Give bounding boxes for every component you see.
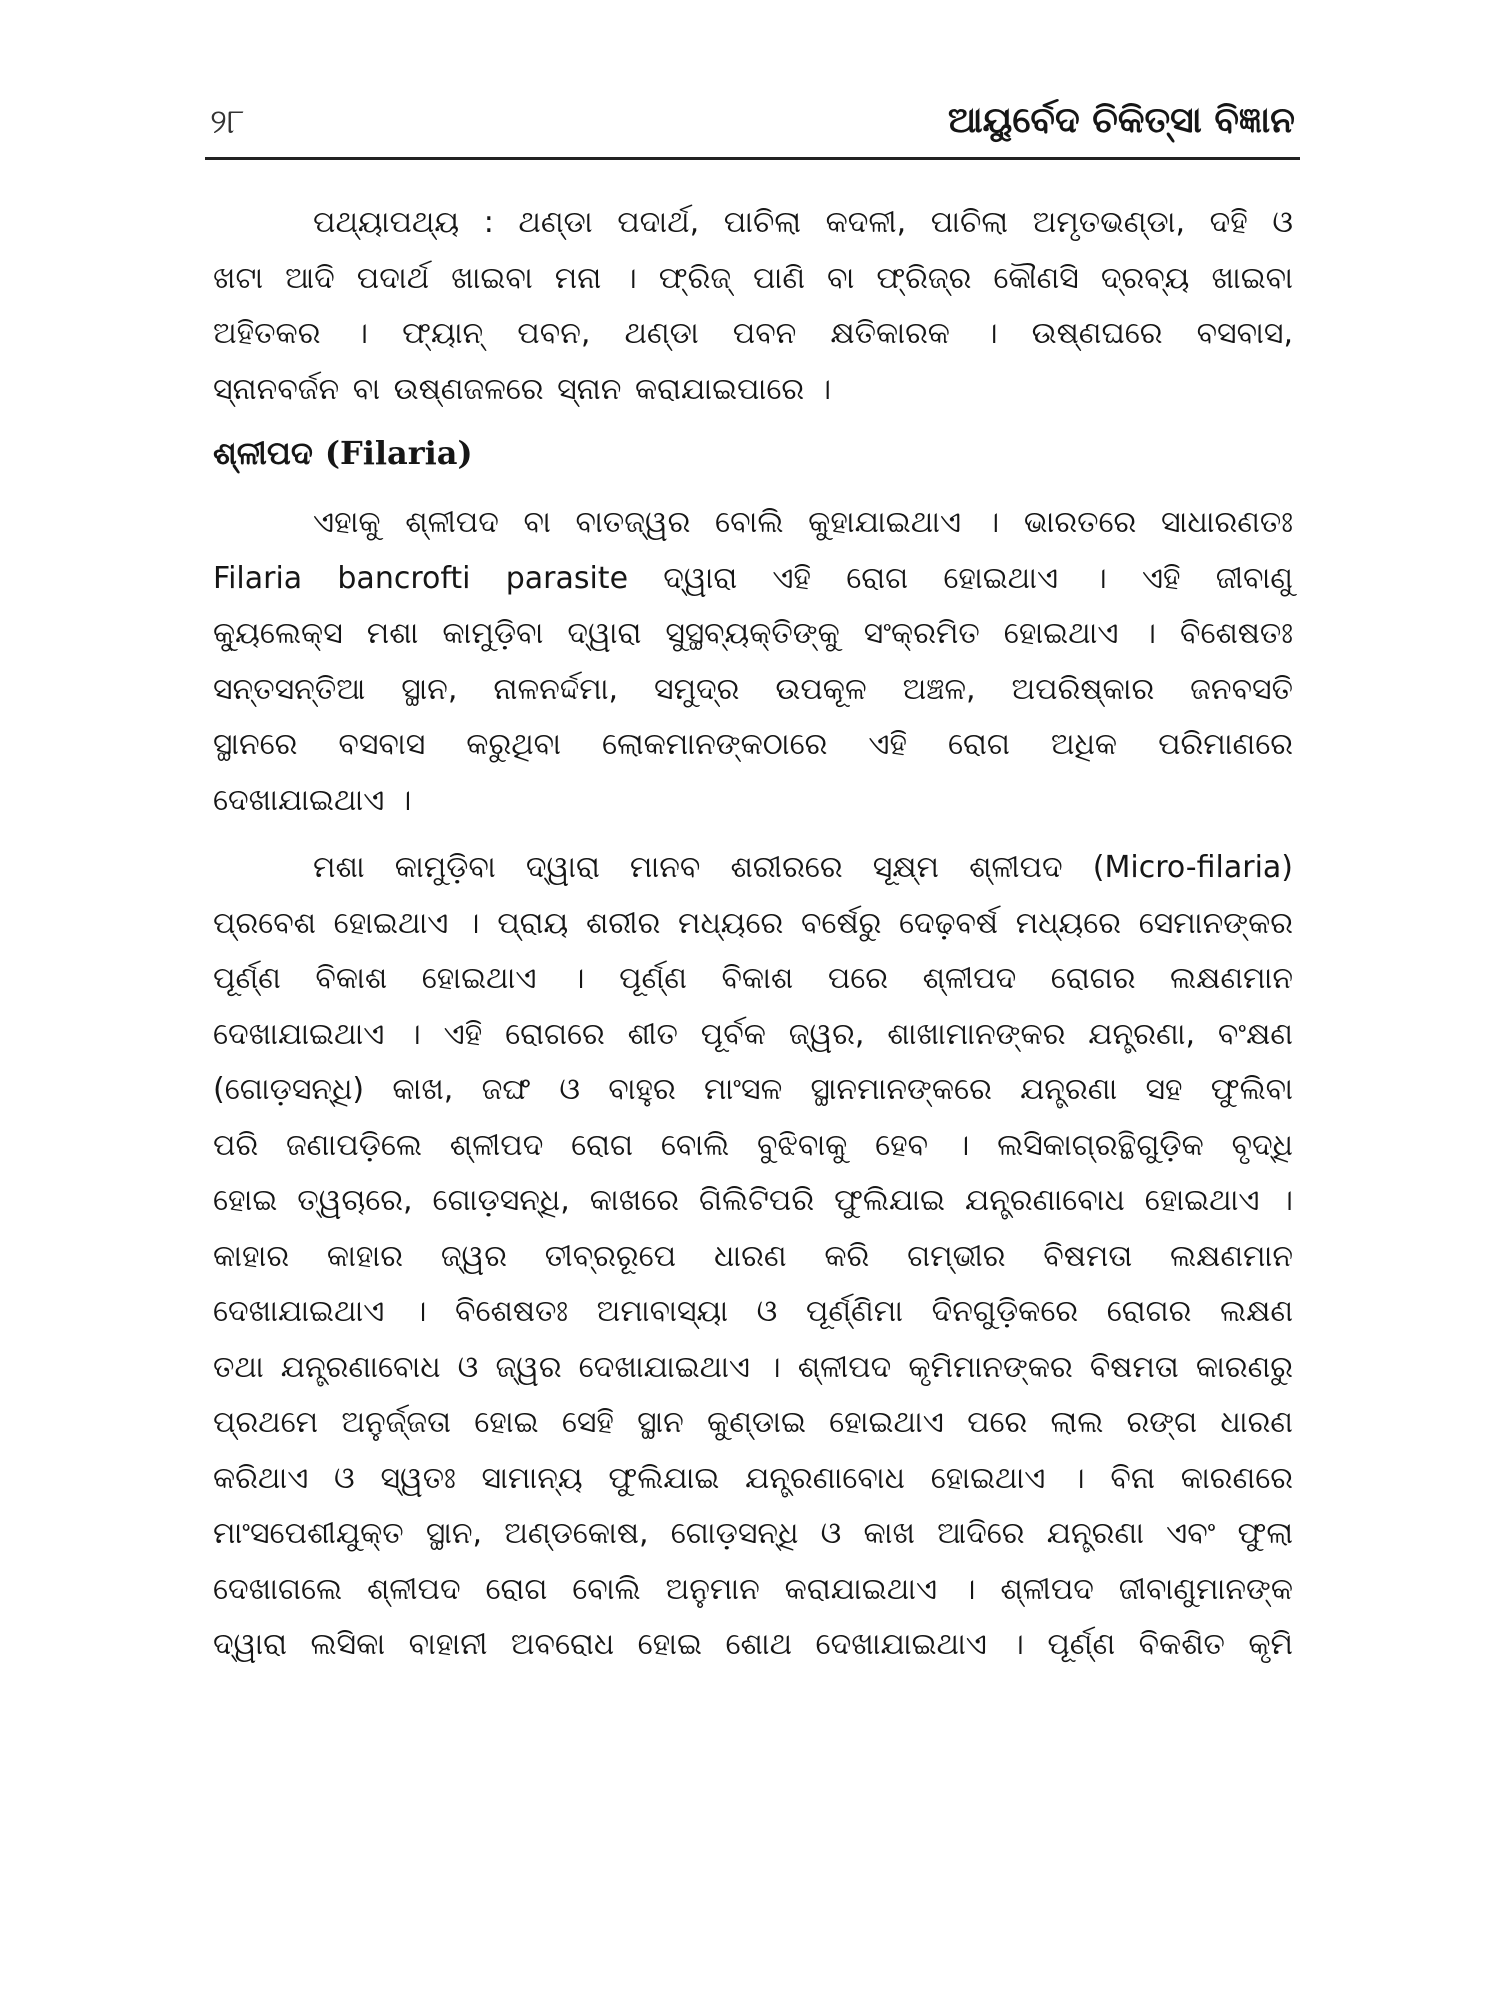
symptoms-paragraph: [213, 840, 1293, 1673]
text-line: ପ୍ରବେଶ ହୋଇଥାଏ । ପ୍ରାୟ ଶରୀର ମଧ୍ୟରେ ବର୍ଷେରୁ ଦେଢ଼ବର୍ଷ ମଧ୍ୟରେ ସେମାନଙ୍କର: [213, 905, 1293, 941]
text-line: ଦ୍ୱାରା ଲସିକା ବାହାନୀ ଅବରୋଧ ହୋଇ ଶୋଥ ଦେଖାଯାଇଥାଏ । ପୂର୍ଣ୍ଣ ବିକଶିତ କୃମି: [213, 1627, 1293, 1662]
text-line: ଅହିତକର । ଫ୍ୟାନ୍ ପବନ, ଥଣ୍ଡା ପବନ କ୍ଷତିକାରକ । ଉଷ୍ଣଘରେ ବସବାସ,: [213, 316, 1293, 351]
intro-paragraph: [213, 495, 1293, 828]
text-line: ମାଂସପେଶୀଯୁକ୍ତ ସ୍ଥାନ, ଅଣ୍ଡକୋଷ, ଗୋଡ଼ସନ୍ଧି ଓ କାଖ ଆଦିରେ ଯନ୍ତ୍ରଣା ଏବଂ ଫୁଲା: [213, 1516, 1293, 1551]
text-line: ହୋଇ ତ୍ୱଚାରେ, ଗୋଡ଼ସନ୍ଧି, କାଖରେ ଗିଲିଟିପରି ଫୁଲିଯାଇ ଯନ୍ତ୍ରଣାବୋଧ ହୋଇଥାଏ ।: [213, 1183, 1293, 1218]
text-line: ଦେଖାଯାଇଥାଏ । ବିଶେଷତଃ ଅମାବାସ୍ୟା ଓ ପୂର୍ଣ୍ଣିମା ଦିନଗୁଡ଼ିକରେ ରୋଗର ଲକ୍ଷଣ: [213, 1294, 1293, 1329]
text-line: ସ୍ଥାନରେ ବସବାସ କରୁଥିବା ଲୋକମାନଙ୍କଠାରେ ଏହି ରୋଗ ଅଧିକ ପରିମାଣରେ: [213, 727, 1293, 762]
text-line: ଖଟା ଆଦି ପଦାର୍ଥ ଖାଇବା ମନା । ଫ୍ରିଜ୍ ପାଣି ବା ଫ୍ରିଜ୍‌ର କୌଣସି ଦ୍ରବ୍ୟ ଖାଇବା: [213, 260, 1293, 296]
text-line: ତଥା ଯନ୍ତ୍ରଣାବୋଧ ଓ ଜ୍ୱର ଦେଖାଯାଇଥାଏ । ଶ୍ଳୀପଦ କୃମିମାନଙ୍କର ବିଷମତା କାରଣରୁ: [213, 1349, 1293, 1385]
text-line: ପ୍ରଥମେ ଅନୁର୍ଜ୍ଜତା ହୋଇ ସେହି ସ୍ଥାନ କୁଣ୍ଡାଇ ହୋଇଥାଏ ପରେ ଲାଲ ରଙ୍ଗ ଧାରଣ: [213, 1405, 1293, 1440]
section-heading: [213, 429, 1293, 477]
text-line: Filaria bancrofti parasite ଦ୍ୱାରା ଏହି ରୋଗ ହୋଇଥାଏ । ଏହି ଜୀବାଣୁ: [213, 560, 1293, 596]
text-line: ସ୍ନାନବର୍ଜନ ବା ଉଷ୍ଣଜଳରେ ସ୍ନାନ କରାଯାଇପାରେ ।: [213, 371, 832, 407]
section-heading-odia: ଶ୍ଳୀପଦ: [213, 434, 313, 472]
text-line: ମଶା କାମୁଡ଼ିବା ଦ୍ୱାରା ମାନବ ଶରୀରରେ ସୂକ୍ଷ୍ମ ଶ୍ଳୀପଦ (Micro-filaria): [313, 850, 1293, 885]
header-rule: [205, 157, 1300, 160]
text-line: କରିଥାଏ ଓ ସ୍ୱତଃ ସାମାନ୍ୟ ଫୁଲିଯାଇ ଯନ୍ତ୍ରଣାବୋଧ ହୋଇଥାଏ । ବିନା କାରଣରେ: [213, 1460, 1293, 1496]
section-heading-latin: (Filaria): [324, 434, 473, 472]
text-line: (ଗୋଡ଼ସନ୍ଧି) କାଖ, ଜଙ୍ଘ ଓ ବାହୁର ମାଂସଳ ସ୍ଥାନମାନଙ୍କରେ ଯନ୍ତ୍ରଣା ସହ ଫୁଲିବା: [213, 1072, 1293, 1107]
text-line: ପୂର୍ଣ୍ଣ ବିକାଶ ହୋଇଥାଏ । ପୂର୍ଣ୍ଣ ବିକାଶ ପରେ ଶ୍ଳୀପଦ ରୋଗର ଲକ୍ଷଣମାନ: [213, 961, 1293, 996]
text-line: ପଥ୍ୟାପଥ୍ୟ : ଥଣ୍ଡା ପଦାର୍ଥ, ପାଚିଲା କଦଳୀ, ପାଚିଲା ଅମୃତଭଣ୍ଡା, ଦହି ଓ: [313, 205, 1293, 240]
text-line: ଦେଖାଗଲେ ଶ୍ଳୀପଦ ରୋଗ ବୋଲି ଅନୁମାନ କରାଯାଇଥାଏ । ଶ୍ଳୀପଦ ଜୀବାଣୁମାନଙ୍କ: [213, 1571, 1293, 1607]
body-text: [213, 195, 1293, 1673]
text-line: ଦେଖାଯାଇଥାଏ । ଏହି ରୋଗରେ ଶୀତ ପୂର୍ବକ ଜ୍ୱର, ଶାଖାମାନଙ୍କର ଯନ୍ତ୍ରଣା, ବଂକ୍ଷଣ: [213, 1016, 1293, 1052]
running-title: ଆୟୁର୍ବେଦ ଚିକିତ୍ସା ବିଜ୍ଞାନ: [947, 100, 1295, 141]
text-line: ଏହାକୁ ଶ୍ଳୀପଦ ବା ବାତଜ୍ୱର ବୋଲି କୁହାଯାଇଥାଏ । ଭାରତରେ ସାଧାରଣତଃ: [313, 505, 1293, 540]
page-number: ୨୮: [210, 102, 245, 142]
page-header: [210, 100, 1295, 160]
text-line: ଦେଖାଯାଇଥାଏ ।: [213, 782, 412, 818]
text-line: କ୍ୟୁଲେକ୍ସ ମଶା କାମୁଡ଼ିବା ଦ୍ୱାରା ସୁସ୍ଥବ୍ୟକ୍ତିଙ୍କୁ ସଂକ୍ରମିତ ହୋଇଥାଏ । ବିଶେଷତଃ: [213, 616, 1293, 651]
text-line: କାହାର କାହାର ଜ୍ୱର ତୀବ୍ରରୂପେ ଧାରଣ କରି ଗମ୍ଭୀର ବିଷମତା ଲକ୍ଷଣମାନ: [213, 1238, 1293, 1274]
text-line: ପରି ଜଣାପଡ଼ିଲେ ଶ୍ଳୀପଦ ରୋଗ ବୋଲି ବୁଝିବାକୁ ହେବ । ଲସିକାଗ୍ରନ୍ଥିଗୁଡ଼ିକ ବୃଦ୍ଧି: [213, 1127, 1293, 1163]
diet-paragraph: [213, 195, 1293, 417]
text-line: ସନ୍ତସନ୍ତିଆ ସ୍ଥାନ, ନାଳନର୍ଦ୍ଦମା, ସମୁଦ୍ର ଉପକୂଳ ଅଞ୍ଚଳ, ଅପରିଷ୍କାର ଜନବସତି: [213, 671, 1293, 707]
